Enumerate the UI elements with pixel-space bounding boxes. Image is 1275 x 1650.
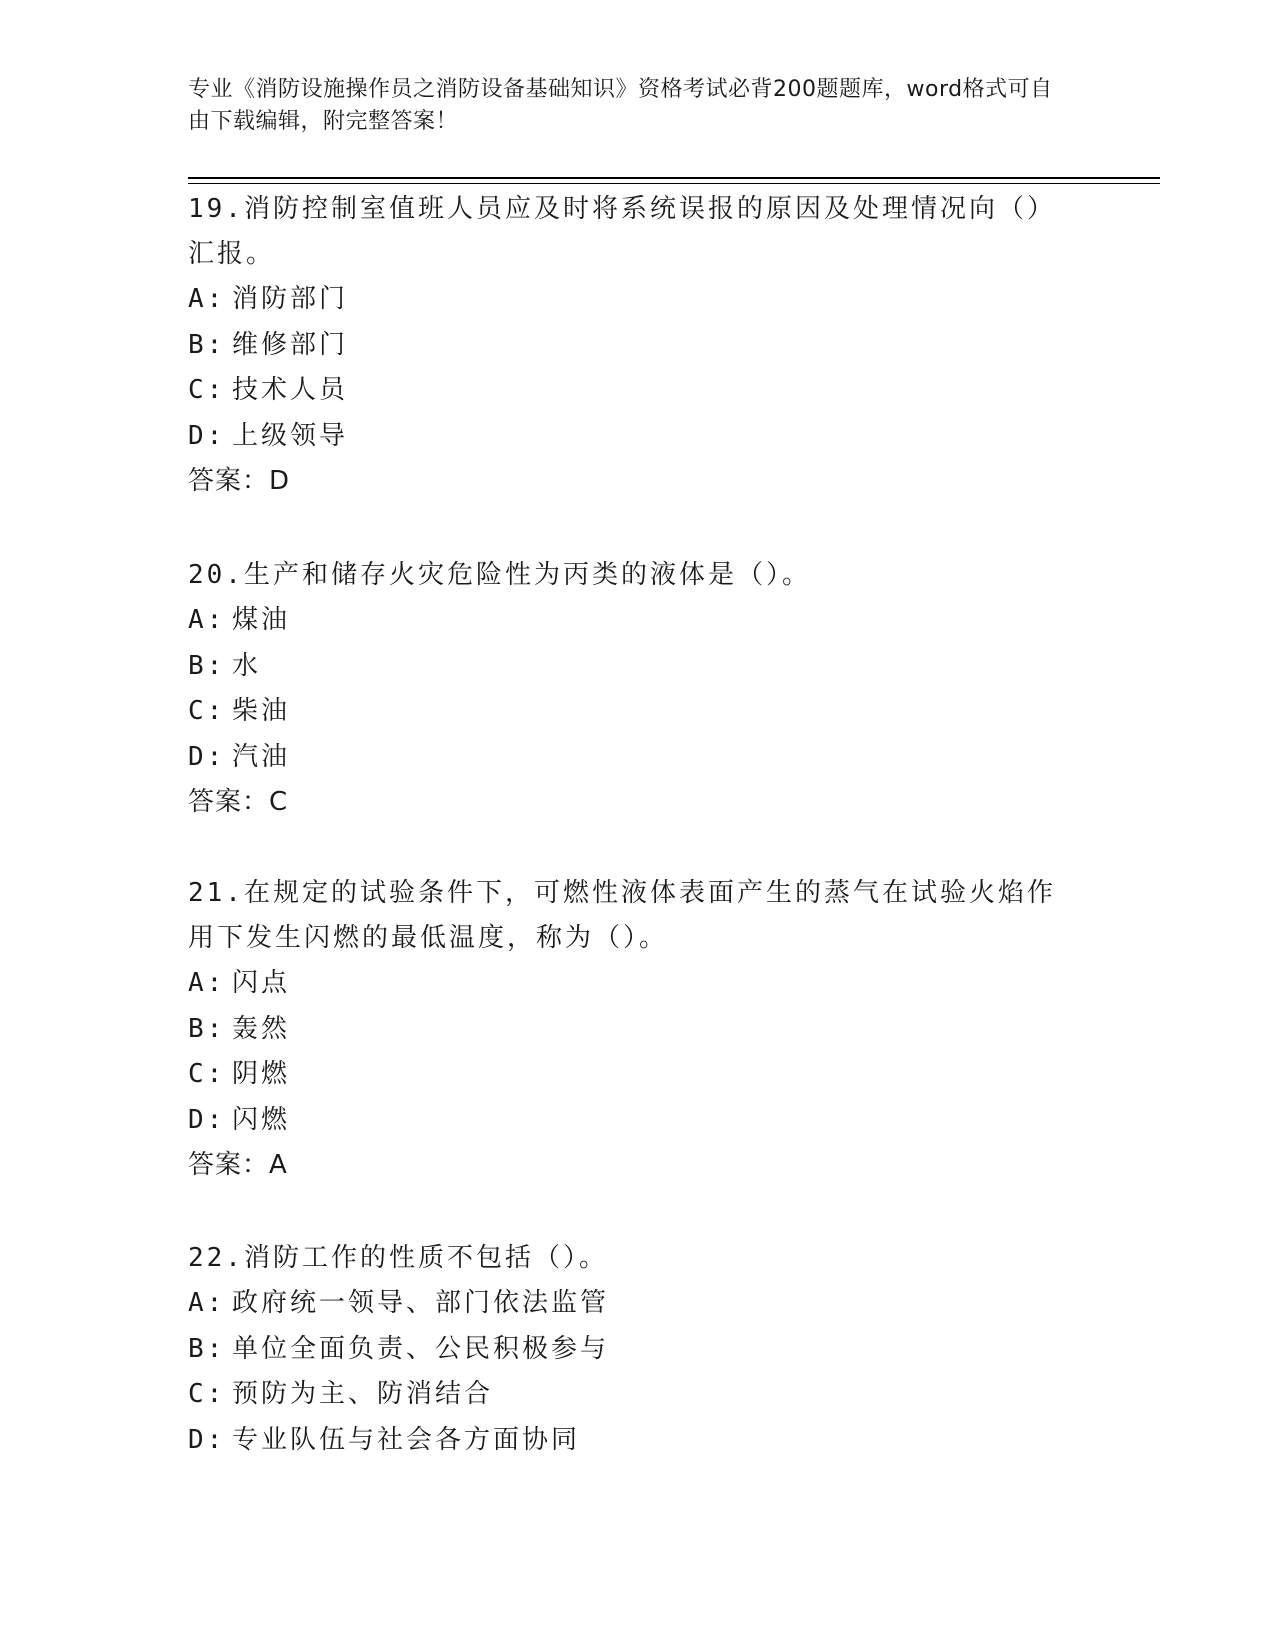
option-letter: B: [188, 1333, 226, 1364]
question-21 [188, 871, 1083, 1188]
question-stem: 21.在规定的试验条件下，可燃性液体表面产生的蒸气在试验火焰作用下发生闪燃的最低温度，称为（）。 [188, 878, 1056, 953]
option-letter: D: [188, 1424, 226, 1455]
option-d [188, 1098, 1083, 1144]
header-divider-top [188, 177, 1160, 179]
question-20 [188, 553, 1083, 825]
option-d [188, 414, 1083, 460]
option-d [188, 735, 1083, 781]
option-text: 预防为主、防消结合 [232, 1379, 494, 1409]
option-letter: A: [188, 284, 226, 314]
document-header: 专业《消防设施操作员之消防设备基础知识》资格考试必背200题题库，word格式可自由下载编辑，附完整答案！ [188, 77, 1053, 134]
header-divider-bottom [188, 183, 1160, 184]
option-letter: C: [188, 375, 226, 405]
option-letter: A: [188, 605, 226, 635]
question-stem: 22.消防工作的性质不包括（）。 [188, 1243, 608, 1273]
option-d [188, 1418, 1083, 1464]
option-c [188, 689, 1083, 735]
option-a [188, 598, 1083, 644]
option-text: 政府统一领导、部门依法监管 [232, 1288, 610, 1318]
option-text: 专业队伍与社会各方面协同 [232, 1424, 581, 1455]
option-letter: A: [188, 1288, 226, 1318]
question-22 [188, 1236, 1083, 1463]
option-text: 轰然 [232, 1013, 291, 1044]
option-b [188, 1327, 1083, 1373]
option-text: 技术人员 [232, 375, 349, 405]
option-text: 单位全面负责、公民积极参与 [232, 1333, 610, 1364]
option-letter: D: [188, 741, 226, 772]
option-letter: A: [188, 968, 226, 998]
option-letter: C: [188, 696, 226, 726]
option-b [188, 1007, 1083, 1053]
option-letter: D: [188, 1104, 226, 1135]
option-letter: B: [188, 329, 226, 360]
option-a [188, 961, 1083, 1007]
option-b [188, 644, 1083, 690]
option-letter: C: [188, 1379, 226, 1409]
option-letter: D: [188, 420, 226, 451]
option-c [188, 1372, 1083, 1418]
option-text: 闪燃 [232, 1104, 291, 1135]
answer-line: 答案：C [188, 787, 289, 817]
option-text: 柴油 [232, 696, 291, 726]
option-letter: B: [188, 1013, 226, 1044]
option-letter: C: [188, 1059, 226, 1089]
option-text: 水 [232, 650, 262, 681]
option-text: 上级领导 [232, 420, 349, 451]
option-c [188, 1052, 1083, 1098]
option-text: 煤油 [232, 605, 291, 635]
option-a [188, 1281, 1083, 1327]
question-stem: 19.消防控制室值班人员应及时将系统误报的原因及处理情况向（）汇报。 [188, 194, 1056, 269]
question-stem: 20.生产和储存火灾危险性为丙类的液体是（）。 [188, 560, 811, 590]
option-c [188, 368, 1083, 414]
option-text: 消防部门 [232, 284, 349, 314]
option-b [188, 323, 1083, 369]
option-text: 闪点 [232, 968, 291, 998]
answer-line: 答案：A [188, 1150, 288, 1180]
option-a [188, 277, 1083, 323]
option-text: 阴燃 [232, 1059, 291, 1089]
question-19 [188, 187, 1083, 504]
answer-line: 答案：D [188, 466, 291, 496]
option-letter: B: [188, 650, 226, 681]
option-text: 汽油 [232, 741, 291, 772]
option-text: 维修部门 [232, 329, 349, 360]
